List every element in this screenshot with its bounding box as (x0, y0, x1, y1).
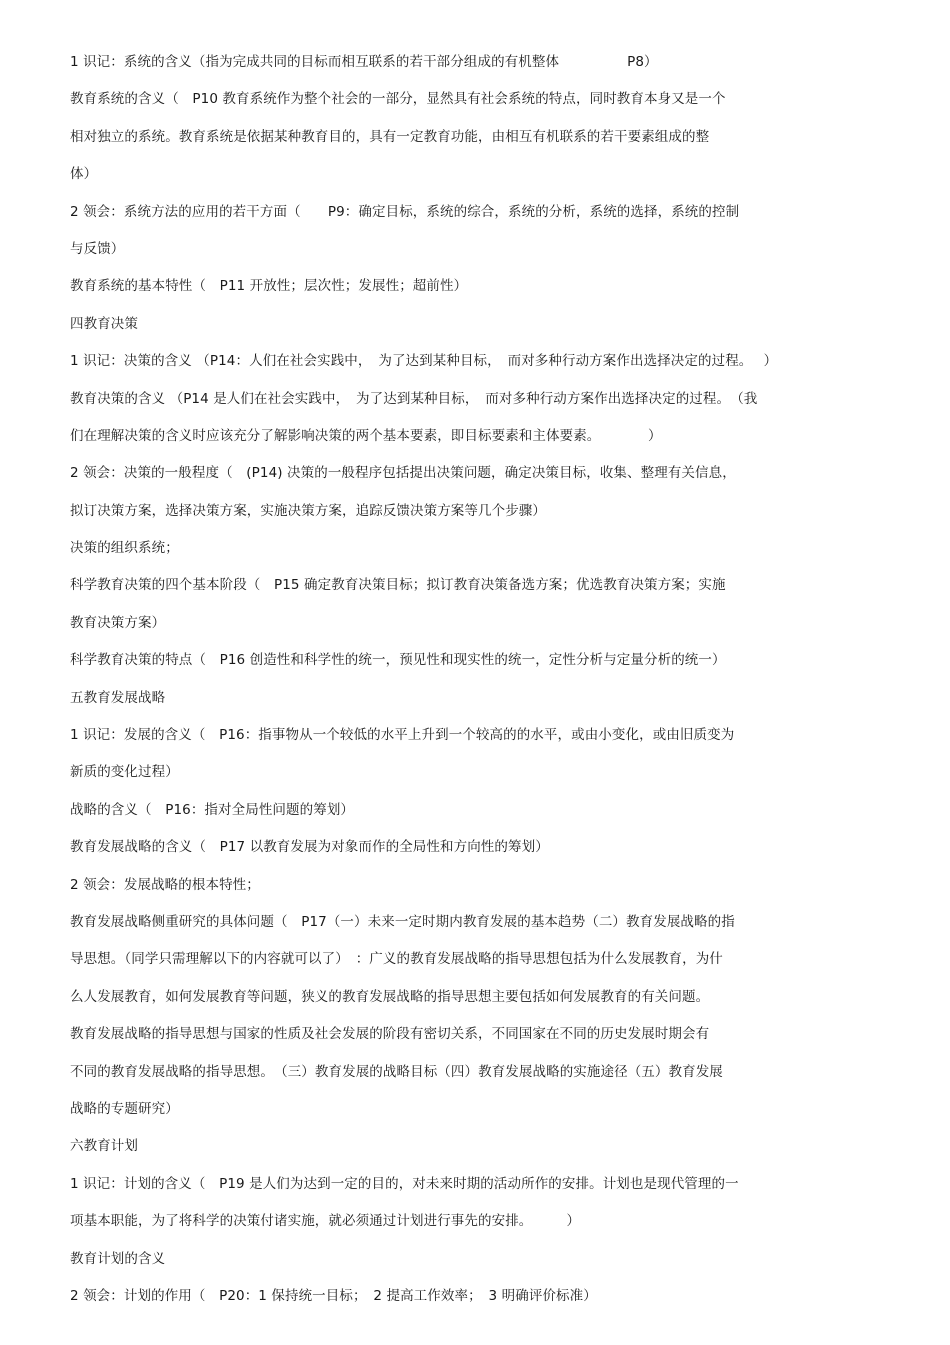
text-line: 教育计划的含义 (70, 1250, 166, 1267)
section-heading: 四教育决策 (70, 315, 138, 332)
text-line: 1 识记：计划的含义（ P19 是人们为达到一定的目的，对未来时期的活动所作的安排。计划也是现代管理的一 (70, 1175, 739, 1192)
text-line: 科学教育决策的四个基本阶段（ P15 确定教育决策目标；拟订教育决策备选方案；优选教育决策方案；实施 (70, 577, 726, 594)
document-page (70, 44, 870, 1315)
text-line: 2 领会：决策的一般程度（ (P14) 决策的一般程序包括提出决策问题，确定决策目标，收集、整理有关信息， (70, 465, 736, 482)
text-line: 1 识记：系统的含义（指为完成共同的目标而相互联系的若干部分组成的有机整体 P8） (70, 54, 658, 70)
text-line: 2 领会：计划的作用（ P20：1 保持统一目标； 2 提高工作效率； 3 明确评价标准） (70, 1287, 597, 1304)
text-line: 教育决策方案） (70, 614, 166, 631)
text-line: 教育系统的含义（ P10 教育系统作为整个社会的一部分，显然具有社会系统的特点，同时教育本身又是一个 (70, 91, 726, 108)
text-line: 们在理解决策的含义时应该充分了解影响决策的两个基本要素，即目标要素和主体要素。 ） (70, 427, 662, 444)
text-line: 新质的变化过程） (70, 764, 179, 781)
text-line: 教育发展战略的指导思想与国家的性质及社会发展的阶段有密切关系，不同国家在不同的历史发展时期会有 (70, 1026, 710, 1043)
text-line: 2 领会：系统方法的应用的若干方面（ P9：确定目标，系统的综合，系统的分析，系统的选择，系统的控制 (70, 203, 740, 220)
text-line: 不同的教育发展战略的指导思想。 （三）教育发展的战略目标（四）教育发展战略的实施途径（五）教育发展 (70, 1063, 723, 1080)
text-line: 项基本职能，为了将科学的决策付诸实施，就必须通过计划进行事先的安排。 ） (70, 1213, 581, 1230)
text-line: 2 领会：发展战略的根本特性； (70, 876, 260, 893)
text-line: 1 识记：发展的含义（ P16：指事物从一个较低的水平上升到一个较高的的水平，或由小变化，或由旧质变为 (70, 727, 735, 744)
section-heading: 六教育计划 (70, 1138, 138, 1155)
text-line: 教育系统的基本特性（ P11 开放性；层次性；发展性；超前性） (70, 278, 468, 295)
text-line: 科学教育决策的特点（ P16 创造性和科学性的统一，预见性和现实性的统一，定性分析与定量分析的统一） (70, 652, 726, 669)
text-line: 体） (70, 166, 98, 183)
text-line: 教育发展战略侧重研究的具体问题（ P17（一）未来一定时期内教育发展的基本趋势（二）教育发展战略的指 (70, 913, 735, 930)
text-line: 教育发展战略的含义（ P17 以教育发展为对象而作的全局性和方向性的筹划） (70, 839, 549, 856)
text-line: 1 识记：决策的含义 （P14：人们在社会实践中， 为了达到某种目标， 而对多种行动方案作出选择决定的过程。 ） (70, 353, 778, 370)
text-line: 战略的含义（ P16：指对全局性问题的筹划） (70, 801, 355, 818)
text-line: 导思想。（同学只需理解以下的内容就可以了） ：广义的教育发展战略的指导思想包括为什么发展教育，为什 (70, 951, 723, 968)
text-line: 么人发展教育，如何发展教育等问题，狭义的教育发展战略的指导思想主要包括如何发展教育的有关问题。 (70, 988, 710, 1005)
text-line: 相对独立的系统。教育系统是依据某种教育目的，具有一定教育功能，由相互有机联系的若干要素组成的整 (70, 128, 710, 145)
text-line: 决策的组织系统； (70, 540, 179, 557)
text-line: 教育决策的含义 （P14 是人们在社会实践中， 为了达到某种目标， 而对多种行动方案作出选择决定的过程。 （我 (70, 390, 758, 407)
text-line: 与反馈） (70, 240, 125, 257)
text-line: 拟订决策方案，选择决策方案，实施决策方案，追踪反馈决策方案等几个步骤） (70, 502, 546, 519)
section-heading: 五教育发展战略 (70, 689, 166, 706)
text-line: 战略的专题研究） (70, 1100, 179, 1117)
